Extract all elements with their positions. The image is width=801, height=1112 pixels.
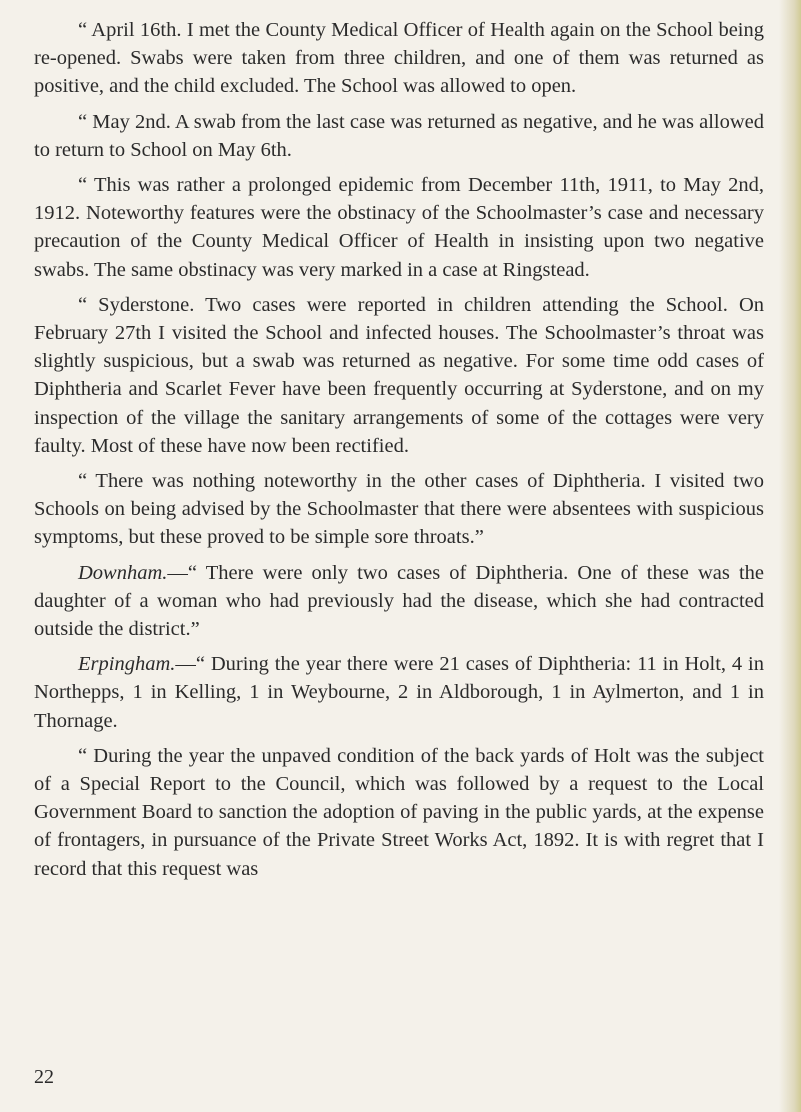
paragraph-nothing-noteworthy: “ There was nothing noteworthy in the other cases of Diphtheria. I visited two Schools on being advised by the Schoolmaster that there were absentees with suspicious symptoms, but these proved to be simple sore throats.”: [34, 470, 764, 549]
paragraph-prolonged-epidemic: “ This was rather a prolonged epidemic from December 11th, 1911, to May 2nd, 1912. Noteworthy features were the obstinacy of the Schoolmaster’s case and necessary precaution of the County Medical Officer of Health in insisting upon two negative swabs. The same obstinacy was very marked in a case at Ringstead.: [34, 174, 764, 281]
paragraph-holt-back-yards: “ During the year the unpaved condition of the back yards of Holt was the subject of a Special Report to the Council, which was followed by a request to the Local Government Board to sanction the adoption of paving in the public yards, at the expense of frontagers, in pursuance of the Private Street Works Act, 1892. It is with regret that I record that this request was: [34, 744, 764, 880]
page-edge-shadow: [779, 0, 801, 1112]
page-number: 22: [34, 1066, 54, 1088]
body-text: [34, 16, 764, 883]
place-name-erpingham: Erpingham.: [78, 653, 176, 676]
paragraph-erpingham: [34, 650, 764, 735]
paragraph-april-16th: “ April 16th. I met the County Medical Officer of Health again on the School being re-opened. Swabs were taken from three children, and one of them was returned as positive, and the child excluded. The School was allowed to open.: [34, 19, 764, 98]
paragraph-may-2nd: “ May 2nd. A swab from the last case was returned as negative, and he was allowed to return to School on May 6th.: [34, 110, 764, 161]
paragraph-downham: [34, 559, 764, 644]
place-name-downham: Downham.: [78, 561, 168, 584]
paragraph-syderstone: “ Syderstone. Two cases were reported in children attending the School. On February 27th I visited the School and infected houses. The Schoolmaster’s throat was slightly suspicious, but a swab was returned as negative. For some time odd cases of Diphtheria and Scarlet Fever have been frequently occurring at Syderstone, and on my inspection of the village the sanitary arrangements of some of the cottages were very faulty. Most of these have now been rectified.: [34, 293, 764, 457]
erpingham-text: —“ During the year there were 21 cases of Diphtheria: 11 in Holt, 4 in Northepps, 1 in Kelling, 1 in Weybourne, 2 in Aldborough, 1 in Aylmerton, and 1 in Thornage.: [34, 653, 764, 732]
downham-text: —“ There were only two cases of Diphtheria. One of these was the daughter of a woman who had previously had the disease, which she had contracted outside the district.”: [34, 561, 764, 641]
